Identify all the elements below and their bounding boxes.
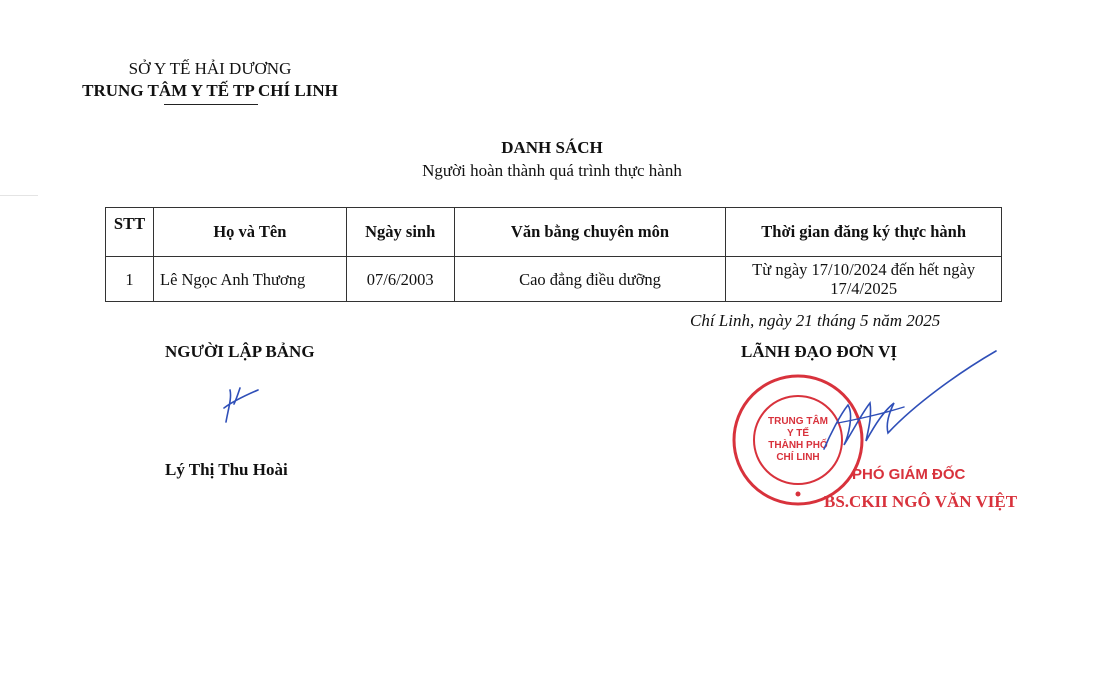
director-signature-icon xyxy=(818,345,1000,457)
seal-line-1: TRUNG TÂM xyxy=(768,416,828,427)
director-position: PHÓ GIÁM ĐỐC xyxy=(852,466,966,483)
seal-line-4: CHÍ LINH xyxy=(776,452,820,463)
document-title: DANH SÁCH xyxy=(501,138,603,157)
cell-name: Lê Ngọc Anh Thương xyxy=(153,257,346,302)
org-underline xyxy=(164,104,258,105)
cell-degree: Cao đẳng điều dưỡng xyxy=(454,257,726,302)
column-header-name: Họ và Tên xyxy=(153,208,346,257)
column-header-dob: Ngày sinh xyxy=(346,208,454,257)
date-place-line: Chí Linh, ngày 21 tháng 5 năm 2025 xyxy=(690,311,941,330)
document-subtitle: Người hoàn thành quá trình thực hành xyxy=(422,161,682,180)
preparer-role: NGƯỜI LẬP BẢNG xyxy=(165,342,315,361)
director-name: BS.CKII NGÔ VĂN VIỆT xyxy=(824,492,1018,511)
cell-stt: 1 xyxy=(106,257,154,302)
seal-line-3: THÀNH PHỐ xyxy=(768,440,828,451)
column-header-period: Thời gian đăng ký thực hành xyxy=(726,208,1002,257)
org-name: TRUNG TÂM Y TẾ TP CHÍ LINH xyxy=(82,81,338,100)
table-header-row xyxy=(106,208,1002,257)
cell-period-line1: Từ ngày 17/10/2024 đến hết ngày xyxy=(752,260,976,279)
preparer-name: Lý Thị Thu Hoài xyxy=(165,460,288,479)
practice-list-table xyxy=(105,207,1002,302)
scan-artifact-line xyxy=(0,195,38,196)
cell-dob: 07/6/2003 xyxy=(346,257,454,302)
cell-period-line2: 17/4/2025 xyxy=(830,279,898,298)
preparer-signature-icon xyxy=(212,380,262,430)
leader-role: LÃNH ĐẠO ĐƠN VỊ xyxy=(741,342,898,361)
parent-org: SỞ Y TẾ HẢI DƯƠNG xyxy=(128,59,292,78)
column-header-stt: STT xyxy=(106,208,154,257)
cell-period xyxy=(726,257,1002,302)
column-header-degree: Văn bằng chuyên môn xyxy=(454,208,726,257)
org-header xyxy=(60,58,360,102)
seal-line-2: Y TẾ xyxy=(786,428,810,439)
table-row xyxy=(106,257,1002,302)
